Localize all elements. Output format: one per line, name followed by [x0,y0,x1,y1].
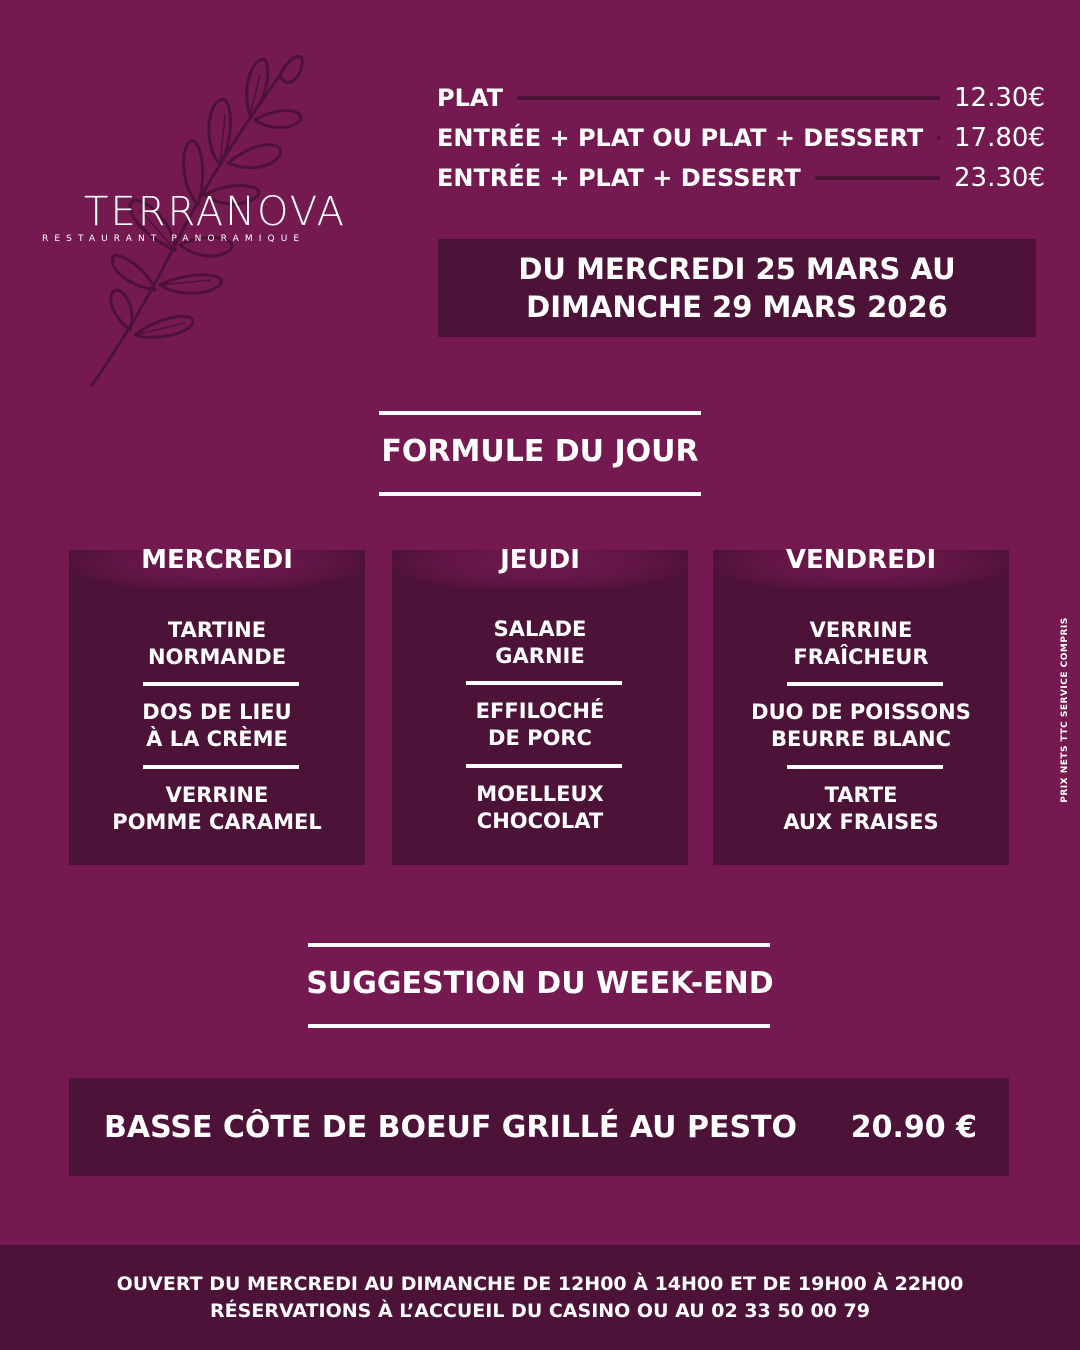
dish-line: NORMANDE [147,645,287,669]
dish-line: À LA CRÈME [146,727,288,751]
leader-line [517,96,940,100]
dish-divider [143,765,299,769]
dish-line: MOELLEUX [476,782,604,806]
price-note-vertical [1058,617,1072,803]
dish-divider [466,764,622,768]
dish-dessert [69,782,365,836]
dish-line: FRAÎCHEUR [793,645,929,669]
weekend-rule-top [308,943,770,947]
price-label: ENTRÉE + PLAT + DESSERT [437,164,801,192]
dish-starter [713,617,1009,671]
day-name: VENDREDI [713,532,1009,588]
dish-line: VERRINE [165,783,269,807]
leader-line [937,136,940,140]
date-line-1: DU MERCREDI 25 MARS AU [518,252,956,286]
opening-hours: OUVERT DU MERCREDI AU DIMANCHE DE 12H00 À 14H00 ET DE 19H00 À 22H00 [116,1272,964,1295]
dish-starter [392,616,688,670]
price-value: 12.30€ [954,83,1045,113]
price-value: 23.30€ [954,163,1045,193]
formule-title: FORMULE DU JOUR [381,434,699,469]
dish-line: DOS DE LIEU [142,700,292,724]
day-name: MERCREDI [69,532,365,588]
dish-main [713,699,1009,753]
day-card-jeudi [392,545,688,865]
logo-wordmark: TERRANOVA [84,189,346,235]
title-rule-bottom [379,492,701,496]
dish-line: POMME CARAMEL [112,810,322,834]
dish-starter [69,617,365,671]
dish-line: TARTINE [167,618,267,642]
dish-line: DUO DE POISSONS [751,700,971,724]
weekend-dish-box [69,1078,1009,1176]
reservation-info: RÉSERVATIONS À L’ACCUEIL DU CASINO OU AU 02 33 50 00 79 [210,1299,870,1322]
dish-divider [787,765,943,769]
title-rule-top [379,411,701,415]
weekend-dish-price: 20.90 € [850,1109,977,1145]
weekend-dish-name: BASSE CÔTE DE BOEUF GRILLÉ AU PESTO [104,1109,798,1145]
logo-tagline: RESTAURANT PANORAMIQUE [42,234,306,244]
dish-line: EFFILOCHÉ [475,699,605,723]
weekend-rule-bottom [308,1024,770,1028]
price-label: PLAT [437,84,503,112]
price-row-three-courses [437,161,1045,195]
dish-line: AUX FRAISES [783,810,939,834]
dish-line: BEURRE BLANC [770,727,952,751]
dish-line: SALADE [493,617,587,641]
dish-line: DE PORC [488,726,592,750]
dish-line: GARNIE [495,644,585,668]
dish-line: CHOCOLAT [476,809,604,833]
day-card-mercredi [69,545,365,865]
dish-main [69,699,365,753]
price-row-plat [437,81,1045,115]
leader-line [815,176,940,180]
day-name: JEUDI [392,532,688,588]
dish-line: VERRINE [809,618,913,642]
dish-divider [787,682,943,686]
day-card-vendredi [713,545,1009,865]
date-range-box [438,239,1036,337]
dish-main [392,698,688,752]
price-note-text: PRIX NETS TTC SERVICE COMPRIS [1060,617,1070,803]
dish-dessert [713,782,1009,836]
price-value: 17.80€ [954,123,1045,153]
price-row-two-courses [437,121,1045,155]
footer-bar [0,1245,1080,1350]
dish-divider [466,681,622,685]
dish-dessert [392,781,688,835]
date-line-2: DIMANCHE 29 MARS 2026 [526,290,948,324]
price-label: ENTRÉE + PLAT OU PLAT + DESSERT [437,124,924,152]
dish-divider [143,682,299,686]
weekend-title: SUGGESTION DU WEEK-END [306,966,774,1001]
dish-line: TARTE [824,783,898,807]
